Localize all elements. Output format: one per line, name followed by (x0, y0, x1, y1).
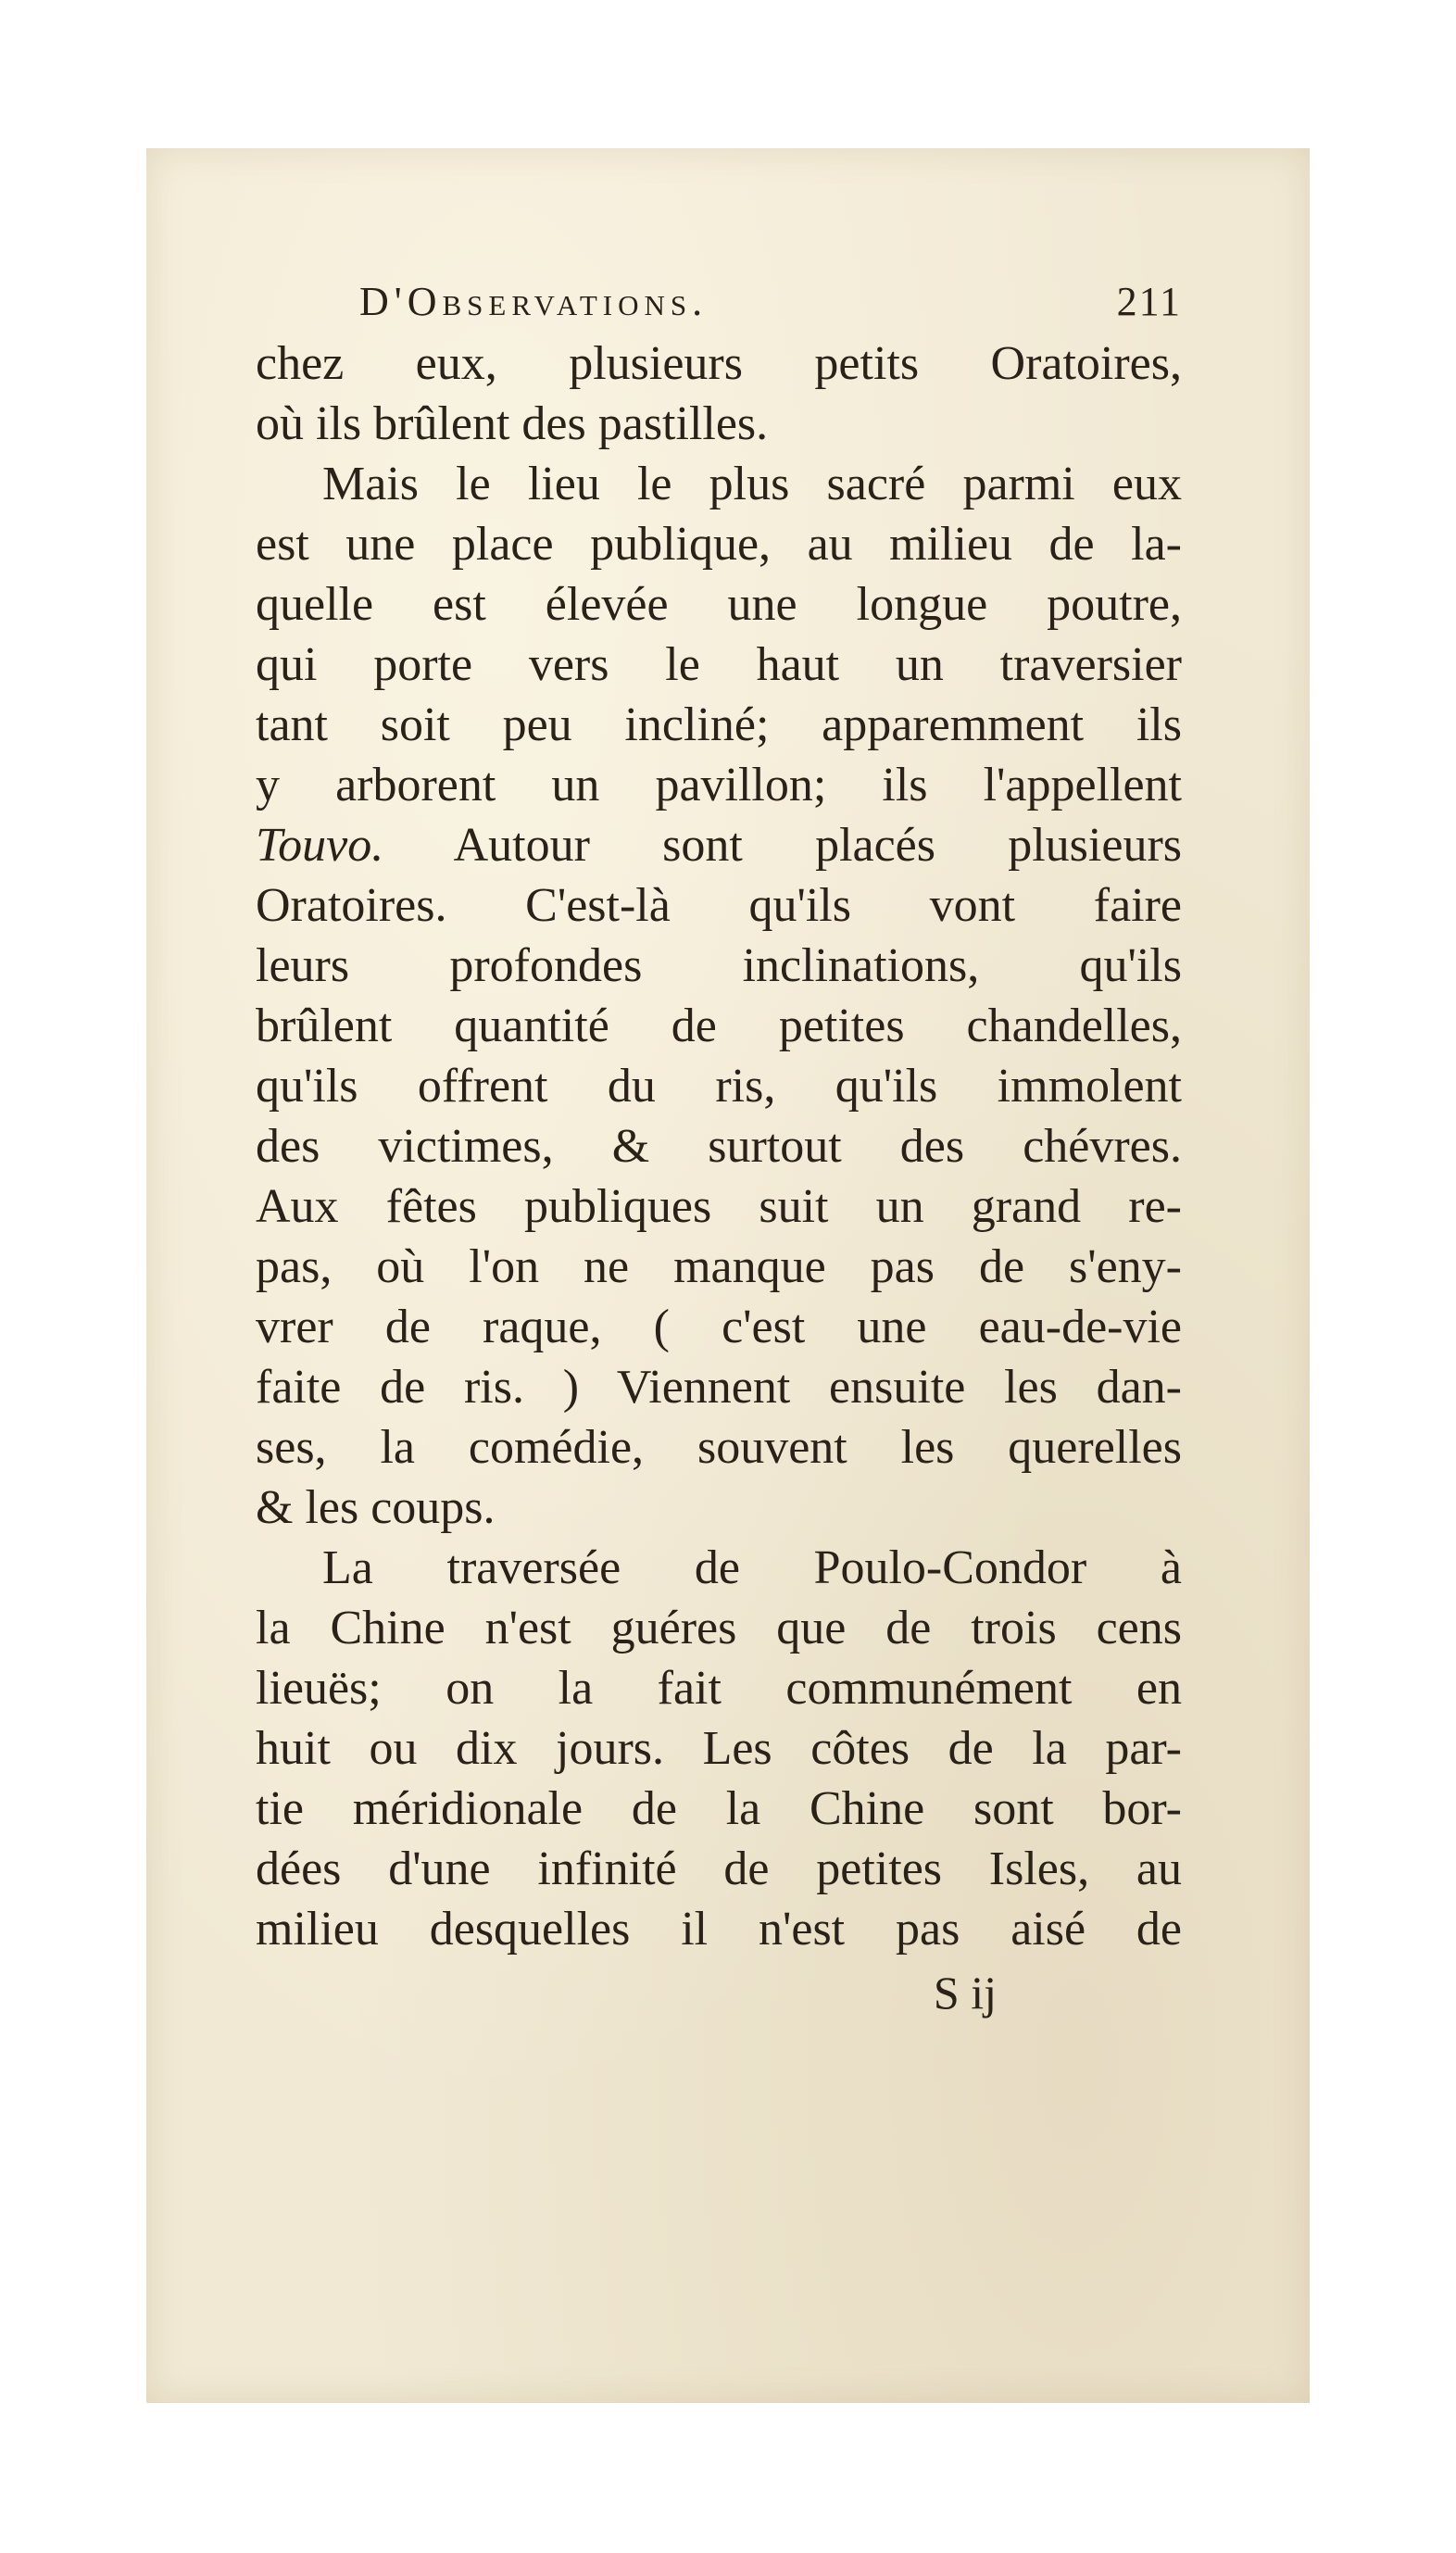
text-line (256, 815, 1182, 875)
text-line: qu'ils offrent du ris, qu'ils immolent (256, 1060, 1182, 1113)
text-block (256, 278, 1182, 2023)
text-line: qui porte vers le haut un traversier (256, 638, 1182, 691)
text-line: & les coups. (256, 1481, 496, 1534)
text-line: milieu desquelles il n'est pas aisé de (256, 1903, 1182, 1956)
text-line: ses, la comédie, souvent les querelles (256, 1421, 1182, 1474)
book-page (146, 148, 1310, 2403)
running-title: D'Observations. (359, 279, 709, 324)
text-line-rest: Autour sont placés plusieurs (453, 819, 1182, 872)
running-head (256, 278, 1182, 332)
text-line: brûlent quantité de petites chandelles, (256, 1000, 1182, 1052)
text-line: quelle est élevée une longue poutre, (256, 578, 1182, 631)
text-line: où ils brûlent des pastilles. (256, 397, 769, 450)
text-line: La traversée de Poulo-Condor à (322, 1541, 1182, 1594)
text-line: chez eux, plusieurs petits Oratoires, (256, 337, 1182, 390)
text-line: lieuës; on la fait communément en (256, 1662, 1182, 1715)
text-line: leurs profondes inclinations, qu'ils (256, 939, 1182, 992)
signature-mark: S ij (933, 1967, 997, 2019)
text-line: Mais le lieu le plus sacré parmi eux (322, 458, 1182, 510)
text-line: faite de ris. ) Viennent ensuite les dan- (256, 1361, 1182, 1414)
text-line: des victimes, & surtout des chévres. (256, 1120, 1182, 1173)
text-line: Aux fêtes publiques suit un grand re- (256, 1180, 1182, 1233)
text-line: pas, où l'on ne manque pas de s'eny- (256, 1240, 1182, 1293)
text-line: tant soit peu incliné; apparemment ils (256, 698, 1182, 751)
text-line: Oratoires. C'est-là qu'ils vont faire (256, 879, 1182, 932)
text-line: la Chine n'est guéres que de trois cens (256, 1602, 1182, 1654)
text-line: vrer de raque, ( c'est une eau-de-vie (256, 1301, 1182, 1353)
text-line: est une place publique, au milieu de la- (256, 518, 1182, 571)
text-line: tie méridionale de la Chine sont bor- (256, 1782, 1182, 1835)
italic-word: Touvo. (256, 819, 384, 872)
text-line: huit ou dix jours. Les côtes de la par- (256, 1722, 1182, 1775)
text-line: y arborent un pavillon; ils l'appellent (256, 759, 1182, 811)
page-number: 211 (1116, 279, 1182, 324)
text-line: dées d'une infinité de petites Isles, au (256, 1842, 1182, 1895)
